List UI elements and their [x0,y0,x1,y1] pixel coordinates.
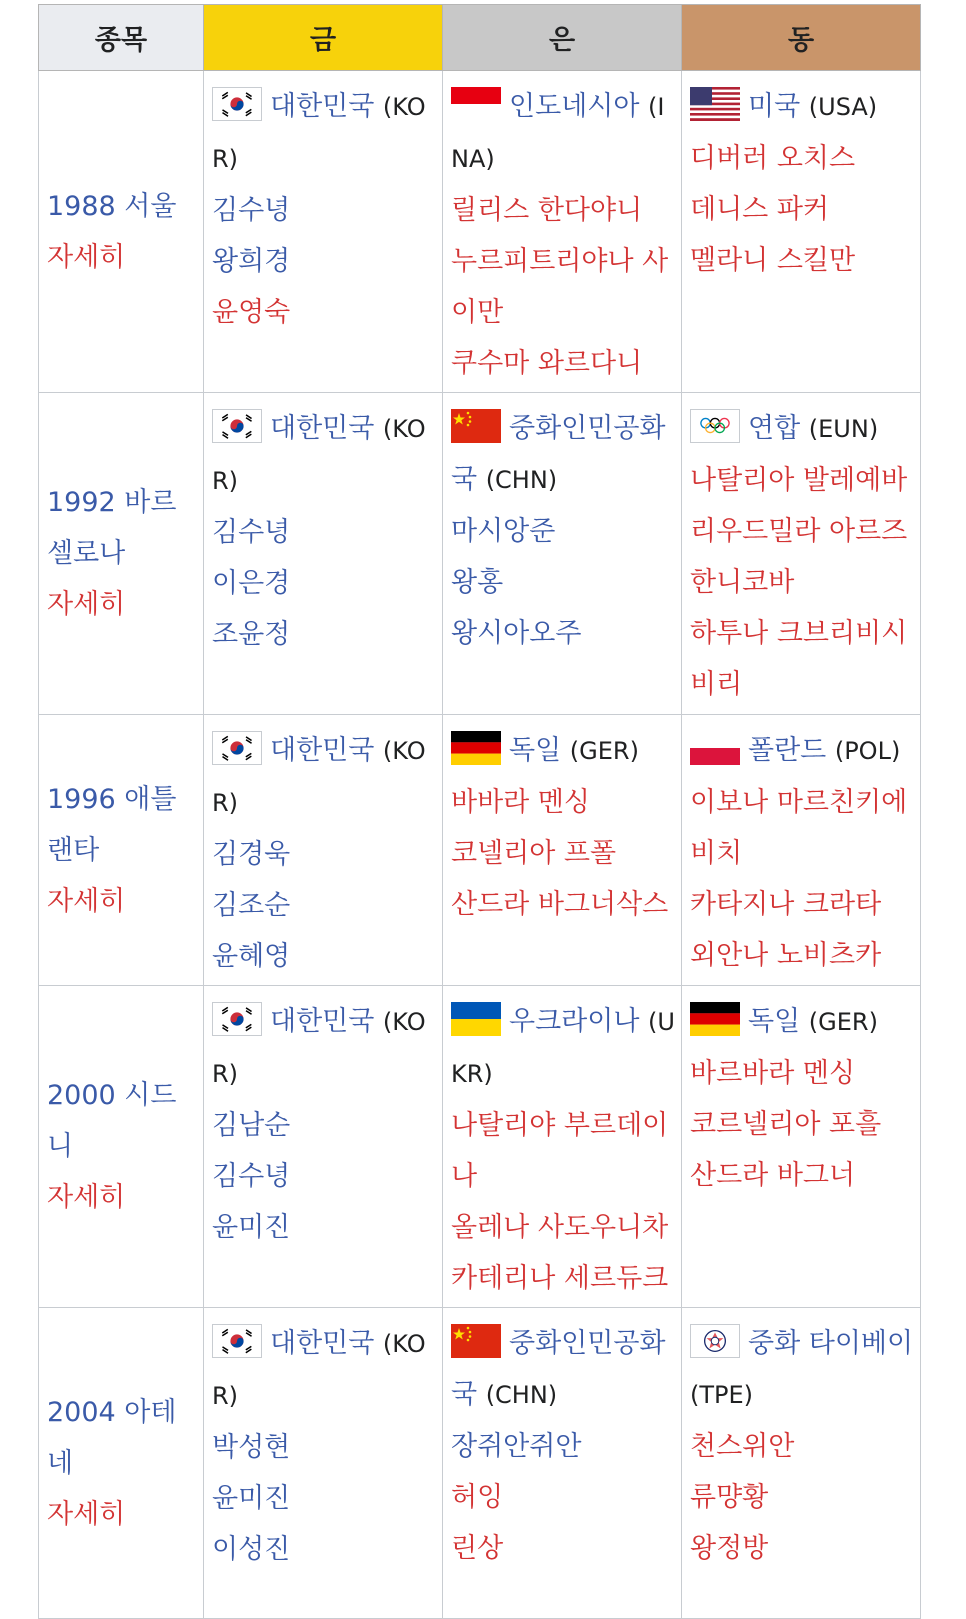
country-link[interactable]: 중화인민공화국 [451,413,666,495]
china-flag-icon[interactable] [451,1324,501,1358]
header-bronze: 동 [682,5,921,71]
event-cell [39,71,204,393]
medal-row [39,393,921,715]
gold-medal-cell [204,986,443,1308]
athlete-link[interactable]: 천스위안 [690,1431,795,1462]
event-cell [39,715,204,986]
country-code: (KOR) [212,1008,426,1088]
medal-row [39,71,921,393]
athlete-link[interactable]: 쿠수마 와르다니 [451,348,643,379]
athlete-link[interactable]: 카타지나 크라타 [690,889,882,920]
detail-link[interactable]: 자세히 [47,589,126,620]
athlete-link[interactable]: 마시앙준 [451,516,556,547]
athlete-link[interactable]: 카테리나 세르듀크 [451,1263,669,1294]
country-link[interactable]: 중화 타이베이 [748,1328,914,1359]
event-link[interactable]: 1992 바르셀로나 [47,487,177,569]
country-line [690,1318,914,1421]
athlete-link[interactable]: 왕홍 [451,567,504,598]
silver-medal-cell [443,71,682,393]
country-code: (TPE) [690,1381,754,1409]
ukraine-flag-icon[interactable] [451,1002,501,1036]
country-link[interactable]: 인도네시아 [509,91,640,122]
usa-flag-icon[interactable] [690,87,740,121]
country-code: (POL) [834,737,901,765]
olympic-flag-icon[interactable] [690,409,740,443]
athlete-link[interactable]: 왕희경 [212,246,291,277]
country-link[interactable]: 대한민국 [270,735,375,766]
detail-link[interactable]: 자세히 [47,1498,126,1530]
country-line [690,81,914,133]
athlete-link[interactable]: 리우드밀라 아르즈한니코바 [690,516,908,598]
country-line [212,403,436,507]
event-link[interactable]: 1988 서울 [47,190,177,222]
bronze-medal-cell [682,393,921,715]
header-gold: 금 [204,5,443,71]
athlete-link[interactable]: 올레나 사도우니차 [451,1212,669,1243]
athlete-link[interactable]: 류먕황 [690,1482,769,1513]
detail-link[interactable]: 자세히 [47,241,126,273]
athlete-link[interactable]: 김수녕 [212,195,291,226]
athlete-link[interactable]: 이은경 [212,568,291,599]
country-line [451,81,675,185]
gold-medal-cell [204,393,443,715]
silver-medal-cell [443,986,682,1308]
korea-flag-icon[interactable] [212,731,262,765]
korea-flag-icon[interactable] [212,1002,262,1036]
athlete-link[interactable]: 나탈리야 부르데이나 [451,1110,669,1192]
country-link[interactable]: 대한민국 [270,91,375,122]
country-link[interactable]: 폴란드 [748,735,827,766]
athlete-link[interactable]: 장쥐안쥐안 [451,1431,582,1462]
country-link[interactable]: 독일 [509,735,562,766]
country-link[interactable]: 대한민국 [270,1006,375,1037]
athlete-link[interactable]: 누르피트리야나 사이만 [451,246,669,328]
country-code: (KOR) [212,415,426,495]
detail-link[interactable]: 자세히 [47,885,126,917]
event-cell [39,986,204,1308]
country-code: (EUN) [808,415,879,443]
athlete-link[interactable]: 디버러 오치스 [690,143,856,174]
header-silver: 은 [443,5,682,71]
athlete-link[interactable]: 릴리스 한다야니 [451,195,643,226]
country-link[interactable]: 대한민국 [270,413,375,444]
detail-link[interactable]: 자세히 [47,1182,126,1213]
bronze-medal-cell [682,1308,921,1619]
medal-table [38,4,921,1619]
athlete-link[interactable]: 이성진 [212,1534,291,1565]
country-code: (KOR) [212,737,426,817]
bronze-medal-cell [682,715,921,986]
silver-medal-cell [443,393,682,715]
indonesia-flag-icon[interactable] [451,87,501,121]
country-line [451,725,675,777]
country-link[interactable]: 미국 [748,91,801,122]
gold-medal-cell [204,715,443,986]
country-link[interactable]: 우크라이나 [509,1006,640,1037]
athlete-link[interactable]: 산드라 바그너삭스 [451,889,669,920]
athlete-link[interactable]: 김경욱 [212,839,291,870]
gold-medal-cell [204,1308,443,1619]
bronze-medal-cell [682,986,921,1308]
header-row [39,5,921,71]
silver-medal-cell [443,1308,682,1619]
athlete-link[interactable]: 김조순 [212,890,291,921]
event-link[interactable]: 2004 아테네 [47,1396,177,1479]
korea-flag-icon[interactable] [212,409,262,443]
event-cell [39,1308,204,1619]
country-line [212,996,436,1100]
country-link[interactable]: 연합 [748,413,801,444]
athlete-link[interactable]: 나탈리아 발레예바 [690,465,908,496]
silver-medal-cell [443,715,682,986]
germany-flag-icon[interactable] [690,1002,740,1036]
athlete-link[interactable]: 윤혜영 [212,941,291,972]
athlete-link[interactable]: 하투나 크브리비시비리 [690,618,908,700]
country-code: (KOR) [212,1330,426,1410]
athlete-link[interactable]: 윤영숙 [212,297,291,328]
country-line [690,403,914,455]
country-code: (GER) [808,1008,878,1036]
country-line [451,996,675,1100]
athlete-link[interactable]: 윤미진 [212,1212,291,1243]
china-flag-icon[interactable] [451,409,501,443]
country-line [451,1318,675,1421]
country-code: (KOR) [212,93,426,173]
athlete-link[interactable]: 박성현 [212,1432,291,1463]
country-line [451,403,675,506]
athlete-link[interactable]: 외안나 노비츠카 [690,940,882,971]
korea-flag-icon[interactable] [212,87,262,121]
country-code: (CHN) [485,1381,558,1409]
country-code: (GER) [569,737,639,765]
medal-row [39,715,921,986]
athlete-link[interactable]: 윤미진 [212,1483,291,1514]
country-code: (USA) [808,93,878,121]
event-link[interactable]: 1996 애틀랜타 [47,783,177,866]
country-code: (UKR) [451,1008,675,1088]
event-cell [39,393,204,715]
country-code: (INA) [451,93,665,173]
athlete-link[interactable]: 김수녕 [212,1161,291,1192]
athlete-link[interactable]: 린상 [451,1533,504,1564]
athlete-link[interactable]: 데니스 파커 [690,194,829,225]
bronze-medal-cell [682,71,921,393]
athlete-link[interactable]: 왕시아오주 [451,618,582,649]
poland-flag-icon[interactable] [690,731,740,765]
athlete-link[interactable]: 조윤정 [212,619,291,650]
athlete-link[interactable]: 김수녕 [212,517,291,548]
athlete-link[interactable]: 이보나 마르친키에비치 [690,787,908,869]
athlete-link[interactable]: 멜라니 스킬만 [690,245,856,276]
country-line [690,996,914,1048]
country-link[interactable]: 대한민국 [270,1328,375,1359]
athlete-link[interactable]: 바르바라 멘싱 [690,1058,856,1089]
country-link[interactable]: 중화인민공화국 [451,1328,666,1410]
medal-row [39,1308,921,1619]
header-event: 종목 [39,5,204,71]
country-line [212,725,436,829]
country-line [212,1318,436,1422]
athlete-link[interactable]: 산드라 바그너 [690,1160,856,1191]
gold-medal-cell [204,71,443,393]
athlete-link[interactable]: 김남순 [212,1110,291,1141]
athlete-link[interactable]: 코넬리아 프폴 [451,838,617,869]
tpe-flag-icon[interactable] [690,1324,740,1358]
athlete-link[interactable]: 바바라 멘싱 [451,787,590,818]
country-code: (CHN) [485,466,558,494]
country-line [690,725,914,777]
event-link[interactable]: 2000 시드니 [47,1080,177,1162]
germany-flag-icon[interactable] [451,731,501,765]
korea-flag-icon[interactable] [212,1324,262,1358]
athlete-link[interactable]: 코르넬리아 포흘 [690,1109,882,1140]
country-link[interactable]: 독일 [748,1006,801,1037]
athlete-link[interactable]: 왕정방 [690,1533,769,1564]
medal-row [39,986,921,1308]
athlete-link[interactable]: 허잉 [451,1482,504,1513]
country-line [212,81,436,185]
